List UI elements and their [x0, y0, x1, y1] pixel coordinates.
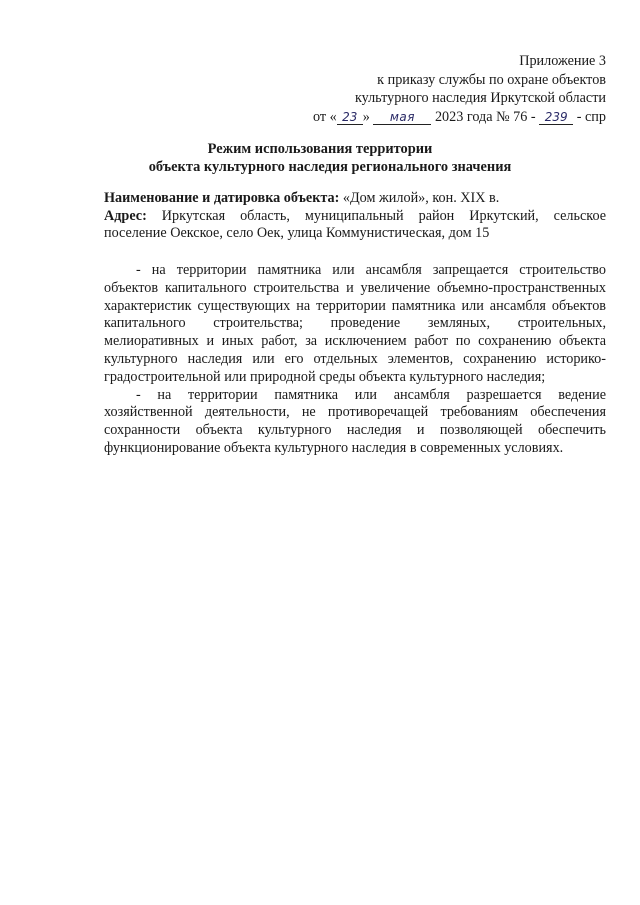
regime-paragraph-prohibited: - на территории памятника или ансамбля запрещается строительство объектов капитального строительства и увеличение объемно-пространственных характеристик существующих на территории памятника или ансамбля объектов капитального строительства; проведение земляных, строительных, мелиоративных и иных работ, за исключением работ по сохранению объекта культурного наследия или его отдельных элементов, сохранению историко-градостроительной или природной среды объекта культурного наследия; [104, 262, 606, 385]
doc-number-handwritten: 239 [539, 111, 573, 125]
date-close-quote: » [362, 108, 370, 125]
date-year: 2023 года № 76 - [434, 108, 536, 125]
object-address-continued: поселение Оекское, село Оек, улица Коммунистическая, дом 15 [104, 225, 490, 241]
appendix-number: Приложение 3 [519, 53, 606, 69]
object-address-label: Адрес: [104, 207, 147, 224]
appendix-header [313, 52, 606, 126]
object-name-value: «Дом жилой», кон. XIX в. [342, 190, 500, 206]
object-info [104, 190, 606, 243]
date-day-handwritten: 23 [337, 111, 363, 125]
doc-suffix: - спр [576, 108, 606, 125]
order-reference: к приказу службы по охране объектов [377, 71, 606, 88]
usage-regime-body [104, 262, 606, 458]
regime-paragraph-allowed: - на территории памятника или ансамбля разрешается ведение хозяйственной деятельности, не противоречащей требованиям обеспечения сохранности объекта культурного наследия и позволяющей обеспечить функционирование объекта культурного наследия в современных условиях. [104, 386, 606, 456]
title-line-1: Режим использования территории [207, 141, 433, 157]
order-authority: культурного наследия Иркутской области [354, 90, 606, 106]
object-address-value-1: Иркутская область, муниципальный район Иркутский, сельское [161, 207, 607, 224]
date-prefix: от « [313, 108, 337, 125]
object-address [104, 208, 606, 226]
order-date-line [313, 108, 606, 127]
document-title [0, 140, 640, 176]
date-month-handwritten: мая [373, 111, 431, 125]
object-name [104, 190, 606, 208]
object-name-label: Наименование и датировка объекта: [104, 190, 340, 206]
title-line-2: объекта культурного наследия регионального значения [148, 159, 512, 175]
